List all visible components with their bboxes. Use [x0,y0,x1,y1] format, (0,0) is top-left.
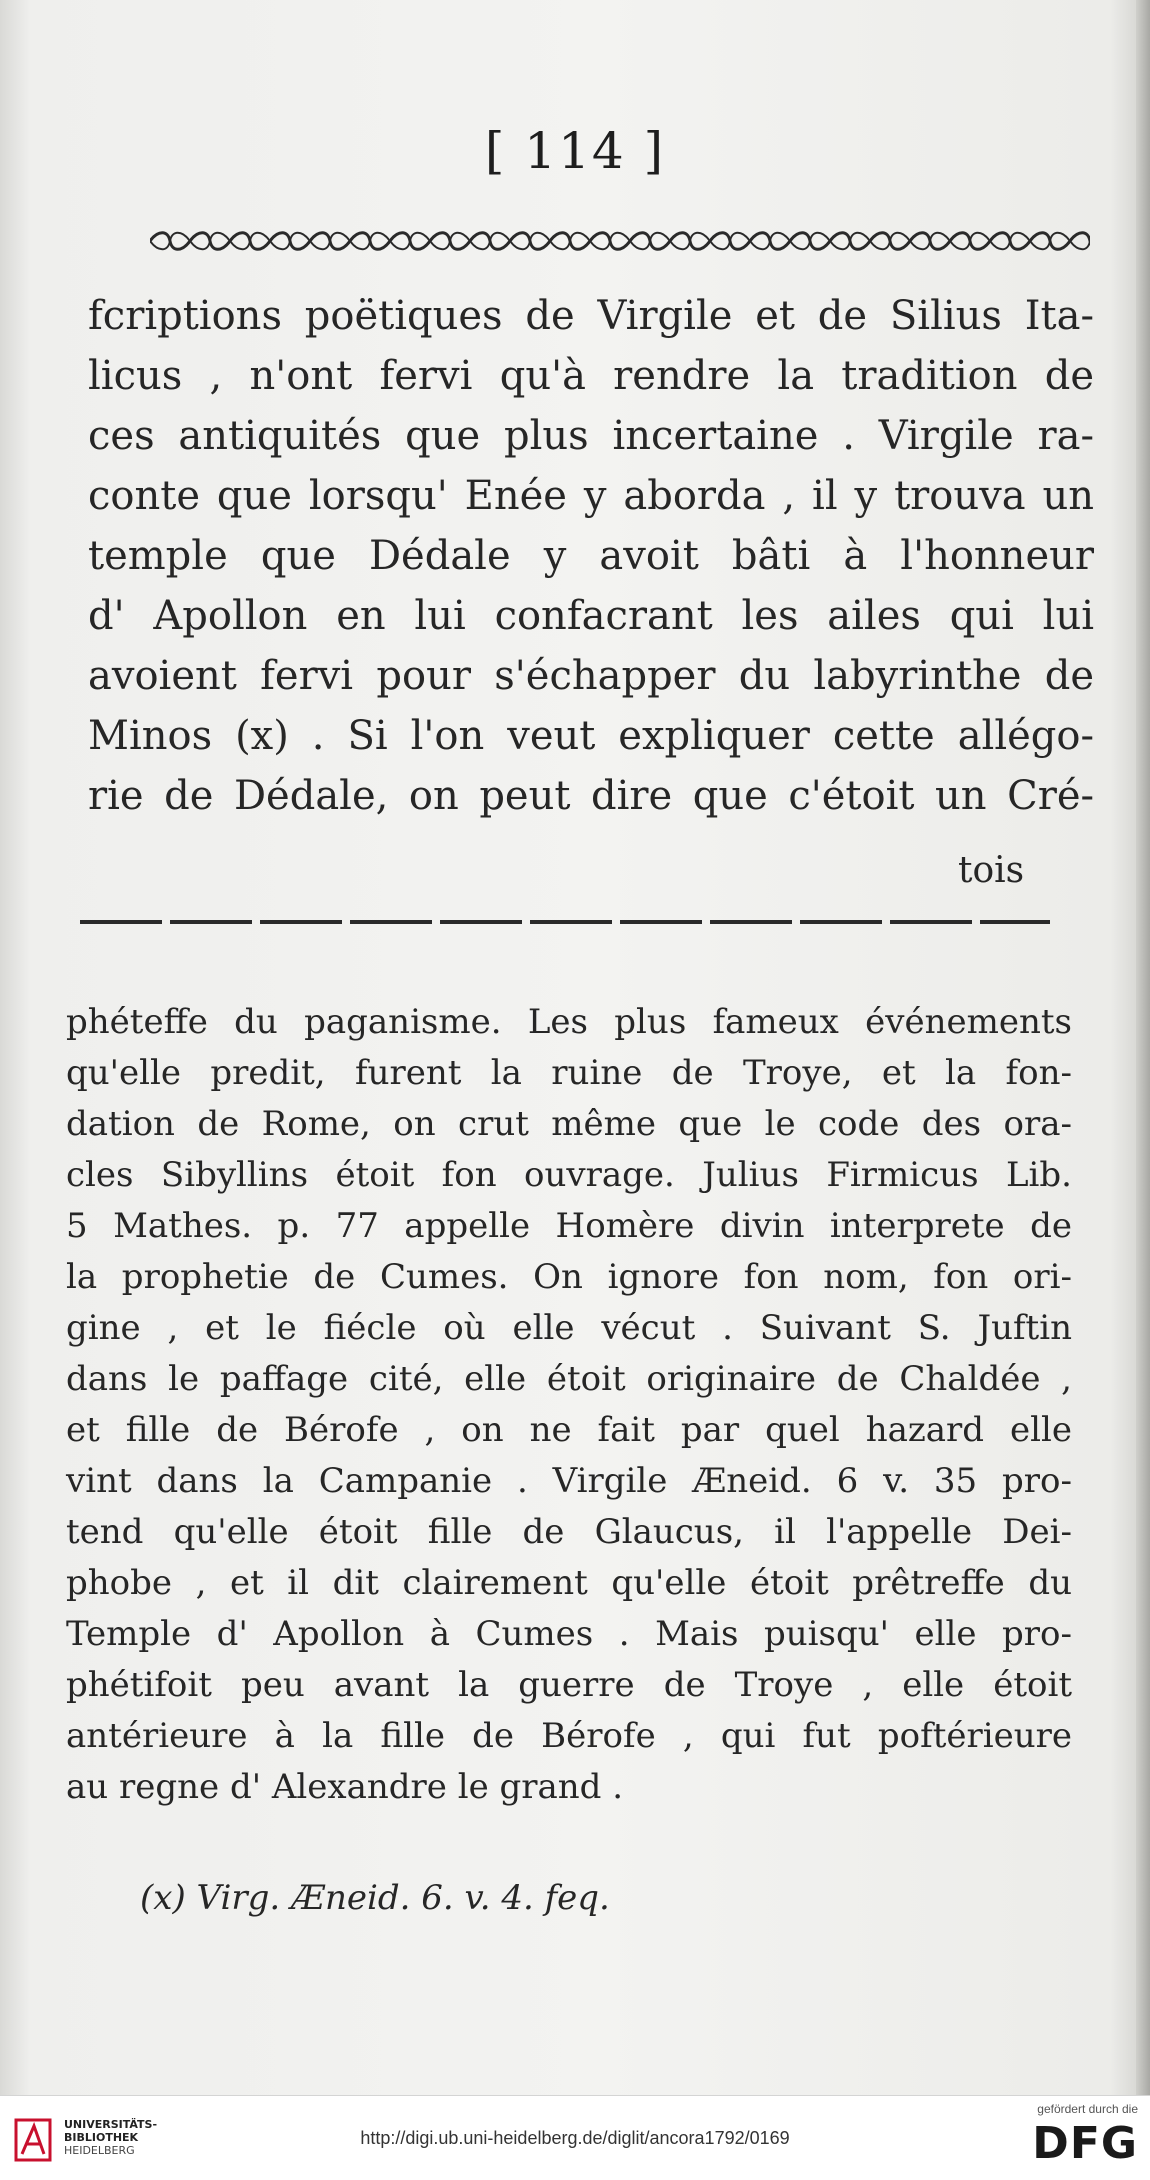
text-line: rie de Dédale, on peut dire que c'étoit un Cré- [88,773,1094,819]
text-line: gine , et le fiécle où elle vécut . Suivant S. Juftin [66,1308,1072,1348]
page-number: [ 114 ] [484,122,666,180]
text-line: cles Sibyllins étoit fon ouvrage. Julius Firmicus Lib. [66,1155,1072,1195]
text-line: Minos (x) . Si l'on veut expliquer cette allégo- [88,713,1094,759]
footer-bar [0,2095,1150,2180]
text-line: phétifoit peu avant la guerre de Troye , elle étoit [66,1665,1072,1705]
text-line: au regne d' Alexandre le grand . [66,1767,624,1807]
text-line: phéteffe du paganisme. Les plus fameux événements [66,1002,1072,1042]
dashed-separator-rule [80,917,1050,927]
text-line: qu'elle predit, furent la ruine de Troye, et la fon- [66,1053,1072,1093]
text-line: temple que Dédale y avoit bâti à l'honneur [88,533,1094,579]
footnote: (x) Virg. Æneid. 6. v. 4. feq. [140,1878,610,1918]
text-line: dation de Rome, on crut même que le code des ora- [66,1104,1072,1144]
text-line: phobe , et il dit clairement qu'elle étoit prêtreffe du [66,1563,1072,1603]
library-name-line: BIBLIOTHEK [64,2131,139,2144]
permalink-url[interactable]: http://digi.ub.uni-heidelberg.de/diglit/ancora1792/0169 [360,2128,790,2148]
library-name-line: HEIDELBERG [64,2144,135,2157]
text-line: conte que lorsqu' Enée y aborda , il y trouva un [88,473,1094,519]
text-line: licus , n'ont fervi qu'à rendre la tradition de [88,353,1094,399]
funded-by-label: gefördert durch die [1037,2102,1138,2116]
text-line: tend qu'elle étoit fille de Glaucus, il l'appelle Dei- [66,1512,1072,1552]
text-line: Temple d' Apollon à Cumes . Mais puisqu' elle pro- [66,1614,1072,1654]
catchword: tois [958,850,1025,891]
library-name-line: UNIVERSITÄTS- [64,2118,158,2131]
text-line: antérieure à la fille de Bérofe , qui fut poftérieure [66,1716,1072,1756]
dfg-logo[interactable]: DFG [1032,2118,1138,2169]
text-line: avoient fervi pour s'échapper du labyrinthe de [88,653,1094,699]
page-edge [1136,0,1150,2095]
text-line: vint dans la Campanie . Virgile Æneid. 6 v. 35 pro- [66,1461,1072,1501]
text-line: d' Apollon en lui confacrant les ailes qui lui [88,593,1094,639]
text-line: et fille de Bérofe , on ne fait par quel hazard elle [66,1410,1072,1450]
text-line: fcriptions poëtiques de Virgile et de Silius Ita- [88,293,1094,339]
text-line: dans le paffage cité, elle étoit originaire de Chaldée , [66,1359,1072,1399]
ornamental-border [150,228,1090,254]
text-line: 5 Mathes. p. 77 appelle Homère divin interprete de [66,1206,1072,1246]
text-line: la prophetie de Cumes. On ignore fon nom, fon ori- [66,1257,1072,1297]
text-line: ces antiquités que plus incertaine . Virgile ra- [88,413,1094,459]
